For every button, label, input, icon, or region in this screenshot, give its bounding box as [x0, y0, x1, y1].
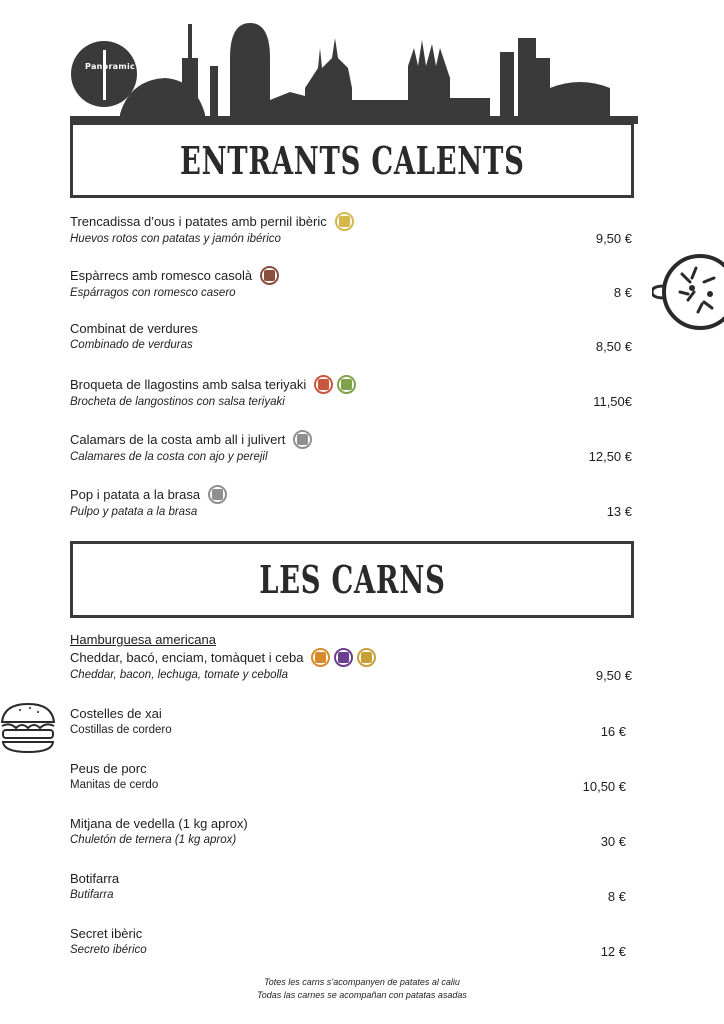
menu-item: [70, 212, 632, 248]
item-name: Peus de porc: [70, 761, 147, 776]
menu-item: [70, 266, 632, 302]
item-price: 13 €: [606, 504, 632, 519]
item-description: Cheddar, bacon, lechuga, tomate y cebolla: [70, 669, 289, 681]
section-title: LES CARNS: [258, 557, 446, 602]
item-price: 8 €: [607, 889, 626, 904]
item-price: 12,50 €: [588, 449, 632, 464]
item-price: 16 €: [600, 724, 626, 739]
egg-allergen-icon: [335, 212, 354, 231]
menu-item: [70, 925, 632, 959]
menu-item: [70, 430, 632, 466]
menu-item: [70, 760, 632, 794]
item-name: Combinat de verdures: [70, 321, 198, 336]
item-name: Secret ibèric: [70, 926, 143, 941]
item-description: Calamares de la costa con ajo y perejil: [70, 451, 268, 463]
item-price: 11,50€: [593, 394, 632, 409]
restaurant-logo-text: Panoramic: [85, 62, 136, 71]
menu-item: [70, 815, 632, 849]
item-description: Espárragos con romesco casero: [70, 287, 236, 299]
menu-item: [70, 485, 632, 521]
item-description: Huevos rotos con patatas y jamón ibérico: [70, 233, 281, 245]
item-description: Manitas de cerdo: [70, 779, 159, 791]
item-price: 10,50 €: [582, 779, 626, 794]
nuts-allergen-icon: [260, 266, 279, 285]
menu-item: [70, 631, 632, 684]
item-name: Calamars de la costa amb all i julivert: [70, 432, 286, 447]
item-name: Espàrrecs amb romesco casolà: [70, 268, 253, 283]
crustacean-allergen-icon: [314, 375, 333, 394]
footer-note-catalan: Totes les carns s’acompanyen de patates al caliu: [264, 977, 460, 987]
item-description: Costillas de cordero: [70, 724, 172, 736]
mollusc-allergen-icon: [293, 430, 312, 449]
mustard-allergen-icon: [357, 648, 376, 667]
item-description: Brocheta de langostinos con salsa teriyaki: [70, 396, 285, 408]
gluten-allergen-icon: [311, 648, 330, 667]
item-description: Butifarra: [70, 889, 114, 901]
item-name: Broqueta de llagostins amb salsa teriyaki: [70, 377, 307, 392]
item-subtitle: Hamburguesa americana: [70, 632, 216, 647]
item-name: Botifarra: [70, 871, 120, 886]
item-description: Secreto ibérico: [70, 944, 147, 956]
item-price: 30 €: [600, 834, 626, 849]
item-price: 9,50 €: [595, 668, 632, 683]
section-title: ENTRANTS CALENTS: [179, 137, 525, 183]
item-name: Trencadissa d’ous i patates amb pernil ibèric: [70, 214, 327, 229]
mollusc-allergen-icon: [208, 485, 227, 504]
section-header-carns: [70, 541, 634, 618]
soy-allergen-icon: [337, 375, 356, 394]
item-name: Pop i patata a la brasa: [70, 487, 201, 502]
item-price: 9,50 €: [595, 231, 632, 246]
item-description: Pulpo y patata a la brasa: [70, 506, 198, 518]
item-price: 8,50 €: [595, 339, 632, 354]
burger-illustration: [0, 700, 56, 756]
item-price: 8 €: [613, 285, 632, 300]
section-header-entrants: [70, 122, 634, 198]
menu-item: [70, 870, 632, 904]
item-name: Costelles de xai: [70, 706, 162, 721]
item-price: 12 €: [600, 944, 626, 959]
footer-note-spanish: Todas las carnes se acompañan con patatas asadas: [257, 990, 467, 1000]
menu-item: [70, 375, 632, 411]
skyline-header-illustration: [70, 18, 638, 124]
paella-pan-illustration: [652, 252, 724, 336]
item-name: Mitjana de vedella (1 kg aprox): [70, 816, 248, 831]
item-name: Cheddar, bacó, enciam, tomàquet i ceba: [70, 650, 304, 665]
menu-item: [70, 705, 632, 739]
item-description: Chuletón de ternera (1 kg aprox): [70, 834, 237, 846]
milk-allergen-icon: [334, 648, 353, 667]
item-description: Combinado de verduras: [70, 339, 193, 351]
menu-item: [70, 320, 632, 354]
